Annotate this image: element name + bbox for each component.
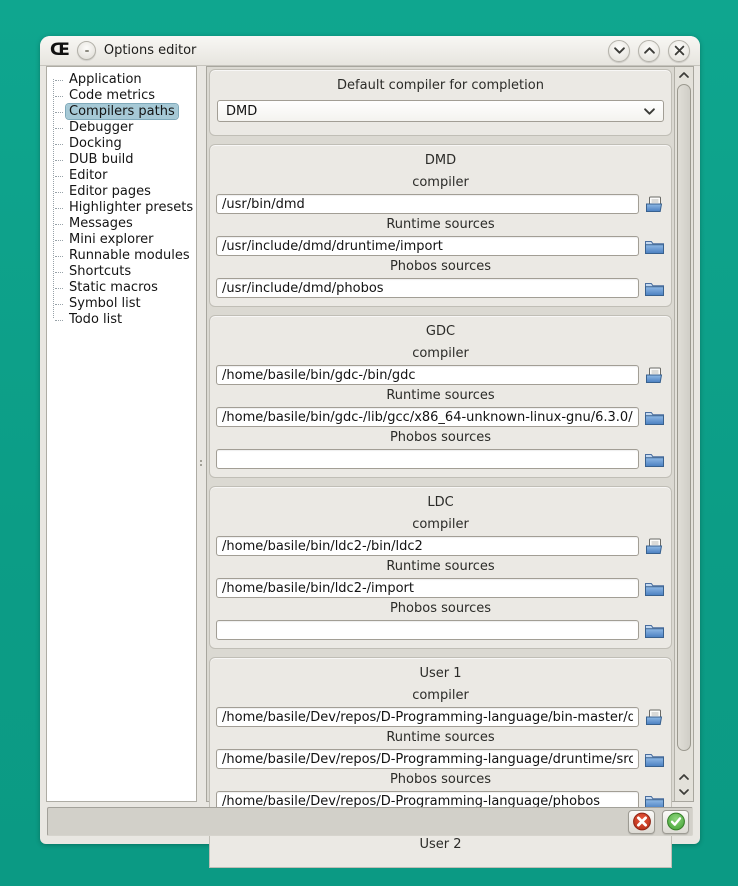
sidebar-item-editor[interactable]: Editor (49, 168, 194, 184)
options-editor-window (40, 36, 700, 852)
sidebar-item-runnable-modules[interactable]: Runnable modules (49, 248, 194, 264)
user1-compiler-input[interactable] (216, 707, 639, 727)
browse-folder-button[interactable] (644, 579, 665, 597)
sidebar-item-code-metrics[interactable]: Code metrics (49, 88, 194, 104)
chevron-down-icon (614, 47, 625, 54)
coedit-logo-icon: Œ (50, 40, 69, 60)
browse-folder-button[interactable] (644, 750, 665, 768)
vertical-scrollbar[interactable] (674, 67, 693, 801)
titlebar-menu-button[interactable] (77, 41, 96, 60)
splitter-handle[interactable] (197, 66, 206, 802)
group-title: Default compiler for completion (337, 78, 544, 93)
chevron-up-icon (644, 47, 655, 54)
field-label: Runtime sources (386, 217, 495, 232)
browse-folder-button[interactable] (644, 621, 665, 639)
group-title: GDC (425, 324, 456, 339)
compiler-group-ldc (209, 486, 672, 649)
status-bar (47, 807, 693, 836)
browse-folder-button[interactable] (644, 237, 665, 255)
compilers-paths-panel (206, 66, 694, 852)
field-label: Runtime sources (386, 388, 495, 403)
accept-button[interactable] (662, 810, 689, 834)
chevron-down-icon (644, 108, 655, 115)
gdc-phobos-sources-input[interactable] (216, 449, 639, 469)
group-title: DMD (424, 153, 457, 168)
selected-compiler-value: DMD (226, 103, 258, 119)
titlebar[interactable] (40, 36, 700, 66)
compiler-group-dmd (209, 144, 672, 307)
ldc-compiler-input[interactable] (216, 536, 639, 556)
compiler-group-gdc (209, 315, 672, 478)
gdc-compiler-input[interactable] (216, 365, 639, 385)
open-folder-icon (644, 580, 665, 597)
open-folder-icon (644, 451, 665, 468)
sidebar-item-symbol-list[interactable]: Symbol list (49, 296, 194, 312)
field-label: Phobos sources (389, 430, 492, 445)
compiler-group-user1 (209, 657, 672, 820)
sidebar-item-dub-build[interactable]: DUB build (49, 152, 194, 168)
close-icon (674, 45, 685, 56)
sidebar-item-compilers-paths[interactable]: Compilers paths (49, 104, 194, 120)
dmd-runtime-sources-input[interactable] (216, 236, 639, 256)
sidebar-item-editor-pages[interactable]: Editor pages (49, 184, 194, 200)
scroll-up-button[interactable] (675, 67, 693, 82)
scroll-content (209, 69, 672, 852)
dmd-compiler-input[interactable] (216, 194, 639, 214)
sidebar-item-messages[interactable]: Messages (49, 216, 194, 232)
sidebar-item-docking[interactable]: Docking (49, 136, 194, 152)
open-folder-icon (644, 751, 665, 768)
group-title: User 1 (419, 666, 462, 681)
browse-folder-button[interactable] (644, 408, 665, 426)
browse-folder-button[interactable] (644, 279, 665, 297)
scroll-up-button-secondary[interactable] (675, 769, 693, 784)
gdc-runtime-sources-input[interactable] (216, 407, 639, 427)
browse-folder-button[interactable] (644, 450, 665, 468)
cancel-button[interactable] (628, 810, 655, 834)
field-label: Runtime sources (386, 559, 495, 574)
field-label: compiler (412, 175, 469, 190)
scroll-down-button[interactable] (675, 784, 693, 799)
scrollbar-thumb[interactable] (677, 84, 691, 751)
open-folder-icon (644, 409, 665, 426)
default-compiler-select[interactable] (217, 100, 664, 122)
user1-runtime-sources-input[interactable] (216, 749, 639, 769)
group-title: LDC (427, 495, 454, 510)
category-list (46, 66, 197, 802)
minimize-button[interactable] (608, 40, 630, 62)
ldc-phobos-sources-input[interactable] (216, 620, 639, 640)
default-compiler-group (209, 69, 672, 136)
chevron-up-icon (679, 72, 689, 78)
maximize-button[interactable] (638, 40, 660, 62)
ldc-runtime-sources-input[interactable] (216, 578, 639, 598)
sidebar-item-shortcuts[interactable]: Shortcuts (49, 264, 194, 280)
open-file-icon (644, 709, 665, 726)
sidebar-item-debugger[interactable]: Debugger (49, 120, 194, 136)
footer (40, 802, 700, 844)
scrollbar-steppers (675, 769, 693, 799)
field-label: compiler (412, 517, 469, 532)
sidebar-item-highlighter-presets[interactable]: Highlighter presets (49, 200, 194, 216)
open-file-icon (644, 538, 665, 555)
open-folder-icon (644, 238, 665, 255)
chevron-up-icon (679, 774, 689, 780)
green-check-icon (666, 812, 686, 831)
sidebar-item-static-macros[interactable]: Static macros (49, 280, 194, 296)
open-folder-icon (644, 280, 665, 297)
sidebar-item-todo-list[interactable]: Todo list (49, 312, 194, 328)
field-label: Phobos sources (389, 772, 492, 787)
field-label: Phobos sources (389, 601, 492, 616)
red-cross-icon (632, 812, 652, 831)
sidebar-item-mini-explorer[interactable]: Mini explorer (49, 232, 194, 248)
content-area (46, 66, 694, 852)
field-label: compiler (412, 688, 469, 703)
sidebar-item-application[interactable]: Application (49, 72, 194, 88)
category-tree (47, 67, 196, 328)
field-label: Phobos sources (389, 259, 492, 274)
dmd-phobos-sources-input[interactable] (216, 278, 639, 298)
close-button[interactable] (668, 40, 690, 62)
open-folder-icon (644, 622, 665, 639)
browse-file-button[interactable] (644, 708, 665, 726)
group-title: User 2 (419, 837, 462, 852)
field-label: Runtime sources (386, 730, 495, 745)
open-file-icon (644, 196, 665, 213)
open-file-icon (644, 367, 665, 384)
window-title: Options editor (103, 43, 197, 58)
browse-file-button[interactable] (644, 537, 665, 555)
browse-file-button[interactable] (644, 366, 665, 384)
chevron-down-icon (679, 789, 689, 795)
field-label: compiler (412, 346, 469, 361)
browse-file-button[interactable] (644, 195, 665, 213)
